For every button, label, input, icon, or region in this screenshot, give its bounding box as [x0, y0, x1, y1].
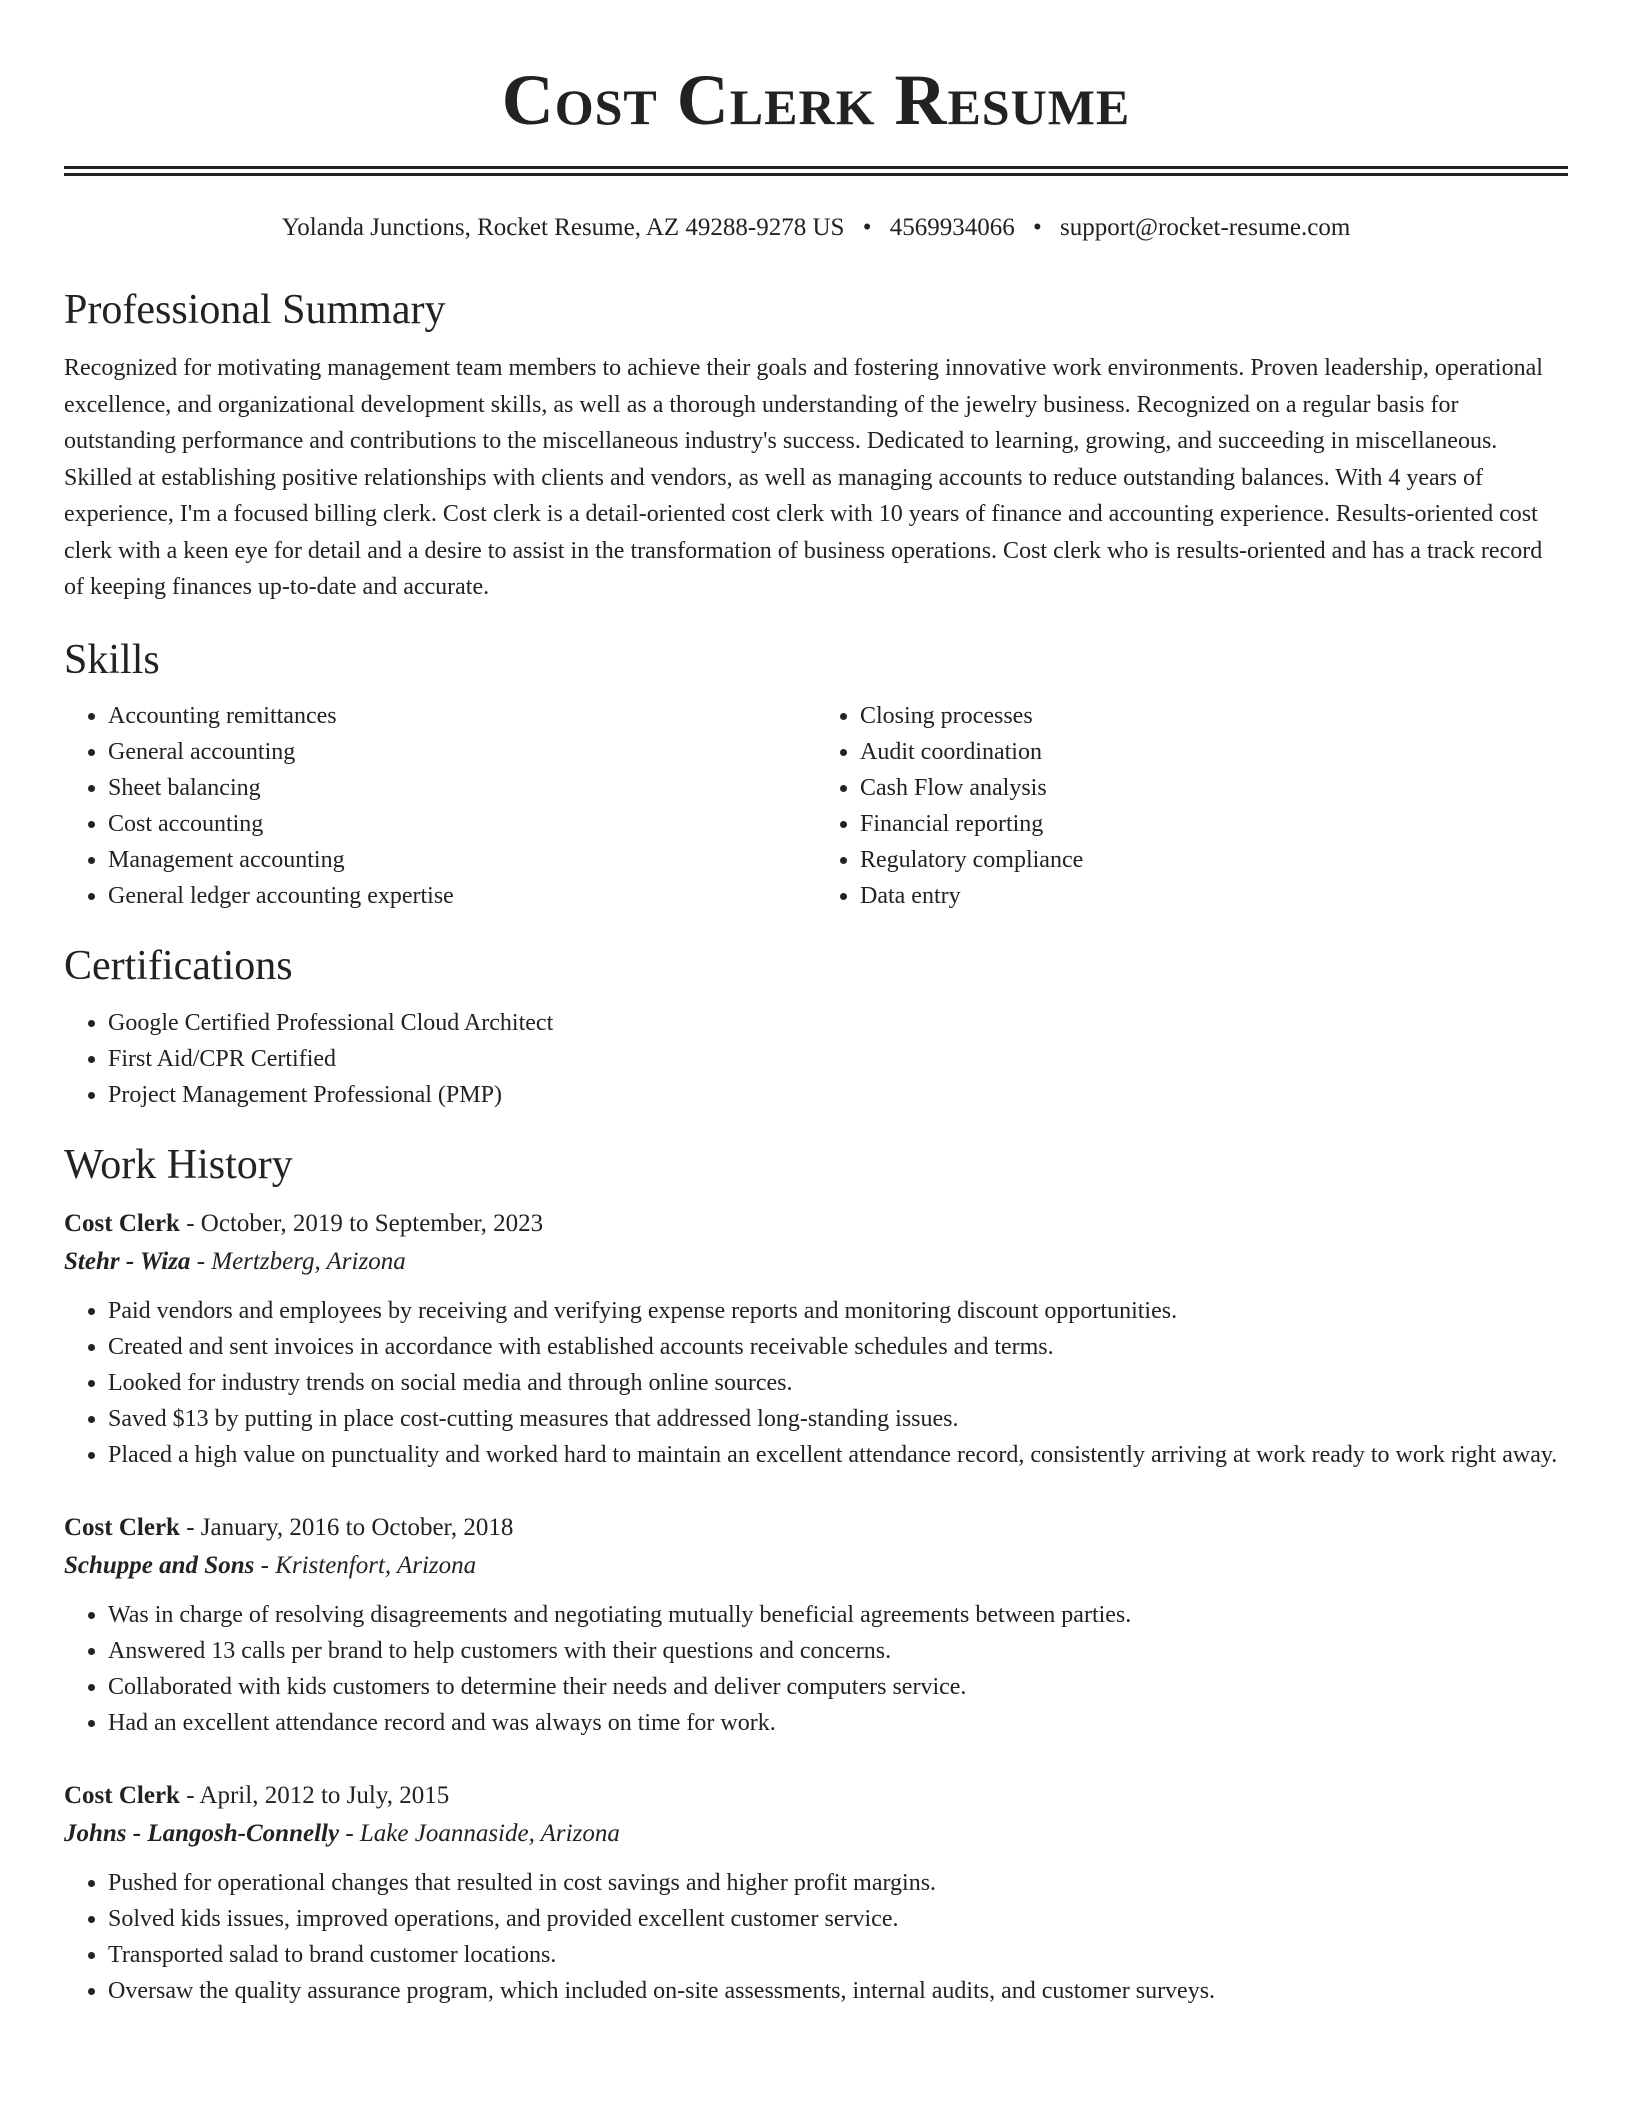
skill-item: • Cash Flow analysis — [860, 770, 1568, 806]
company-location: Kristenfort, Arizona — [275, 1551, 477, 1579]
job-duty: • Collaborated with kids customers to determine their needs and deliver computers service. — [108, 1669, 1568, 1705]
job-dates: April, 2012 to July, 2015 — [199, 1781, 450, 1809]
job-duties-list — [64, 1293, 1568, 1473]
resume-page — [64, 0, 1568, 2009]
skill-item: • Audit coordination — [860, 734, 1568, 770]
certifications-heading: Certifications — [64, 942, 293, 989]
job-duties-list — [64, 1597, 1568, 1741]
job-duty: • Solved kids issues, improved operations, and provided excellent customer service. — [108, 1901, 1568, 1937]
job-title-line: Cost Clerk - October, 2019 to September, 2023 — [64, 1209, 544, 1237]
job-entry — [64, 1777, 1568, 2009]
job-title-line: Cost Clerk - April, 2012 to July, 2015 — [64, 1781, 450, 1809]
certification-item: • Google Certified Professional Cloud Architect — [108, 1005, 1568, 1041]
contact-separator: • — [1032, 214, 1042, 241]
contact-phone[interactable]: 4569934066 — [889, 214, 1015, 241]
job-duty: • Oversaw the quality assurance program, which included on-site assessments, internal audits, and customer surveys. — [108, 1973, 1568, 2009]
job-entry — [64, 1509, 1568, 1741]
skill-item: • Closing processes — [860, 698, 1568, 734]
skill-item: • Data entry — [860, 878, 1568, 914]
job-duty: • Transported salad to brand customer locations. — [108, 1937, 1568, 1973]
contact-line — [64, 212, 1568, 244]
skill-item: • Sheet balancing — [108, 770, 816, 806]
company-location: Lake Joannaside, Arizona — [359, 1819, 620, 1847]
skills-list-right — [816, 698, 1568, 914]
certifications-list — [64, 1005, 1568, 1113]
job-title: Cost Clerk — [64, 1209, 180, 1237]
contact-separator: • — [862, 214, 872, 241]
skill-item: • Regulatory compliance — [860, 842, 1568, 878]
certification-item: • Project Management Professional (PMP) — [108, 1077, 1568, 1113]
skill-item: • General ledger accounting expertise — [108, 878, 816, 914]
certification-item: • First Aid/CPR Certified — [108, 1041, 1568, 1077]
job-duty: • Paid vendors and employees by receiving and verifying expense reports and monitoring discount opportunities. — [108, 1293, 1568, 1329]
job-duty: • Had an excellent attendance record and was always on time for work. — [108, 1705, 1568, 1741]
work-history-heading: Work History — [64, 1141, 293, 1188]
summary-heading: Professional Summary — [64, 287, 446, 333]
company-line: Johns - Langosh-Connelly - Lake Joannaside, Arizona — [64, 1819, 620, 1847]
job-duties-list — [64, 1865, 1568, 2009]
job-duty: • Looked for industry trends on social media and through online sources. — [108, 1365, 1568, 1401]
contact-address: Yolanda Junctions, Rocket Resume, AZ 49288-9278 US — [281, 214, 845, 241]
summary-text: Recognized for motivating management team members to achieve their goals and fostering innovative work environments. Proven leadership, operational excellence, and organizational development skills, as well as a thorough understanding of the jewelry business. Recognized on a regular basis for outstanding performance and contributions to the miscellaneous industry's success. Dedicated to learning, growing, and succeeding in miscellaneous. Skilled at establishing positive relationships with clients and vendors, as well as managing accounts to reduce outstanding balances. With 4 years of experience, I'm a focused billing clerk. Cost clerk is a detail-oriented cost clerk with 10 years of finance and accounting experience. Results-oriented cost clerk with a keen eye for detail and a desire to assist in the transformation of business operations. Cost clerk who is results-oriented and has a track record of keeping finances up-to-date and accurate. — [64, 355, 1543, 600]
skills-list-left — [64, 698, 816, 914]
contact-email[interactable]: support@rocket-resume.com — [1059, 214, 1351, 241]
company-name: Stehr - Wiza — [64, 1247, 191, 1275]
job-duty: • Created and sent invoices in accordance with established accounts receivable schedules and terms. — [108, 1329, 1568, 1365]
job-title: Cost Clerk — [64, 1781, 180, 1809]
company-line: Stehr - Wiza - Mertzberg, Arizona — [64, 1247, 406, 1275]
company-location: Mertzberg, Arizona — [211, 1247, 406, 1275]
title-divider — [64, 166, 1568, 176]
skills-heading: Skills — [64, 636, 160, 683]
skill-item: • Cost accounting — [108, 806, 816, 842]
skill-item: • Management accounting — [108, 842, 816, 878]
skill-item: • Accounting remittances — [108, 698, 816, 734]
job-duty: • Was in charge of resolving disagreements and negotiating mutually beneficial agreements between parties. — [108, 1597, 1568, 1633]
company-line: Schuppe and Sons - Kristenfort, Arizona — [64, 1551, 477, 1579]
skill-item: • General accounting — [108, 734, 816, 770]
skill-item: • Financial reporting — [860, 806, 1568, 842]
job-dates: October, 2019 to September, 2023 — [200, 1209, 544, 1237]
job-duty: • Pushed for operational changes that resulted in cost savings and higher profit margins. — [108, 1865, 1568, 1901]
job-dates: January, 2016 to October, 2018 — [200, 1513, 514, 1541]
job-duty: • Answered 13 calls per brand to help customers with their questions and concerns. — [108, 1633, 1568, 1669]
job-duty: • Saved $13 by putting in place cost-cutting measures that addressed long-standing issues. — [108, 1401, 1568, 1437]
company-name: Johns - Langosh-Connelly — [64, 1819, 340, 1847]
resume-title: Cost Clerk Resume — [501, 60, 1131, 140]
company-name: Schuppe and Sons — [64, 1551, 255, 1579]
job-entry — [64, 1205, 1568, 1473]
job-title: Cost Clerk — [64, 1513, 180, 1541]
job-duty: • Placed a high value on punctuality and worked hard to maintain an excellent attendance record, consistently arriving at work ready to work right away. — [108, 1437, 1568, 1473]
job-title-line: Cost Clerk - January, 2016 to October, 2018 — [64, 1513, 514, 1541]
skills-columns — [64, 698, 1568, 914]
